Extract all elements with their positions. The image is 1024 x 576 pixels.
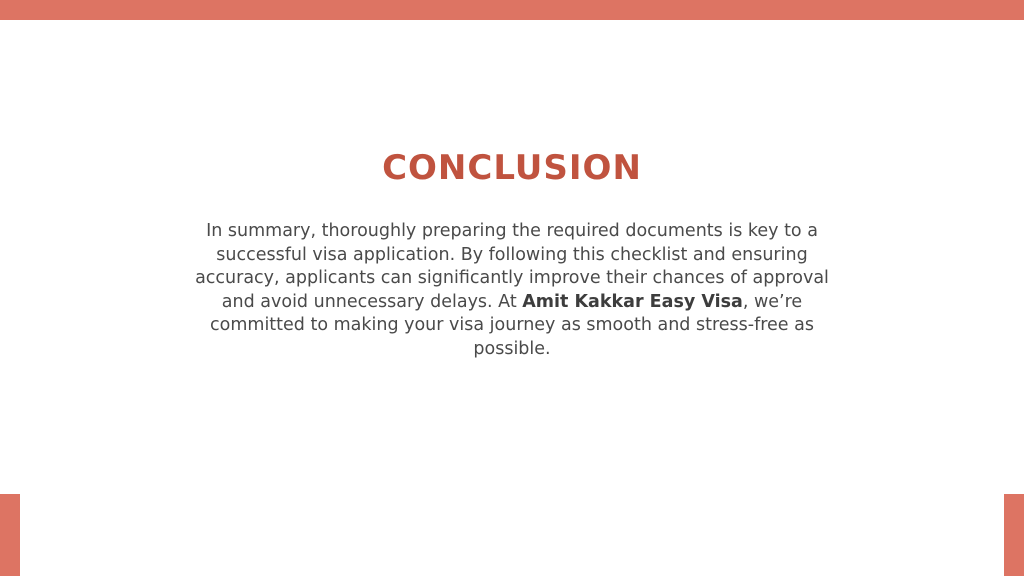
brand-name: Amit Kakkar Easy Visa — [522, 291, 743, 312]
paragraph-text-after: , we’re committed to making your visa journey as smooth and stress-free as possible. — [210, 291, 814, 359]
conclusion-paragraph — [192, 220, 832, 361]
bottom-left-accent-bar — [0, 494, 20, 576]
bottom-right-accent-bar — [1004, 494, 1024, 576]
slide-title: CONCLUSION — [382, 148, 642, 188]
top-accent-bar — [0, 0, 1024, 20]
paragraph-text-before: In summary, thoroughly preparing the required documents is key to a successful visa application. By following this checklist and ensuring accuracy, applicants can significantly improve their chances of approval and avoid unnecessary delays. At — [195, 221, 829, 312]
